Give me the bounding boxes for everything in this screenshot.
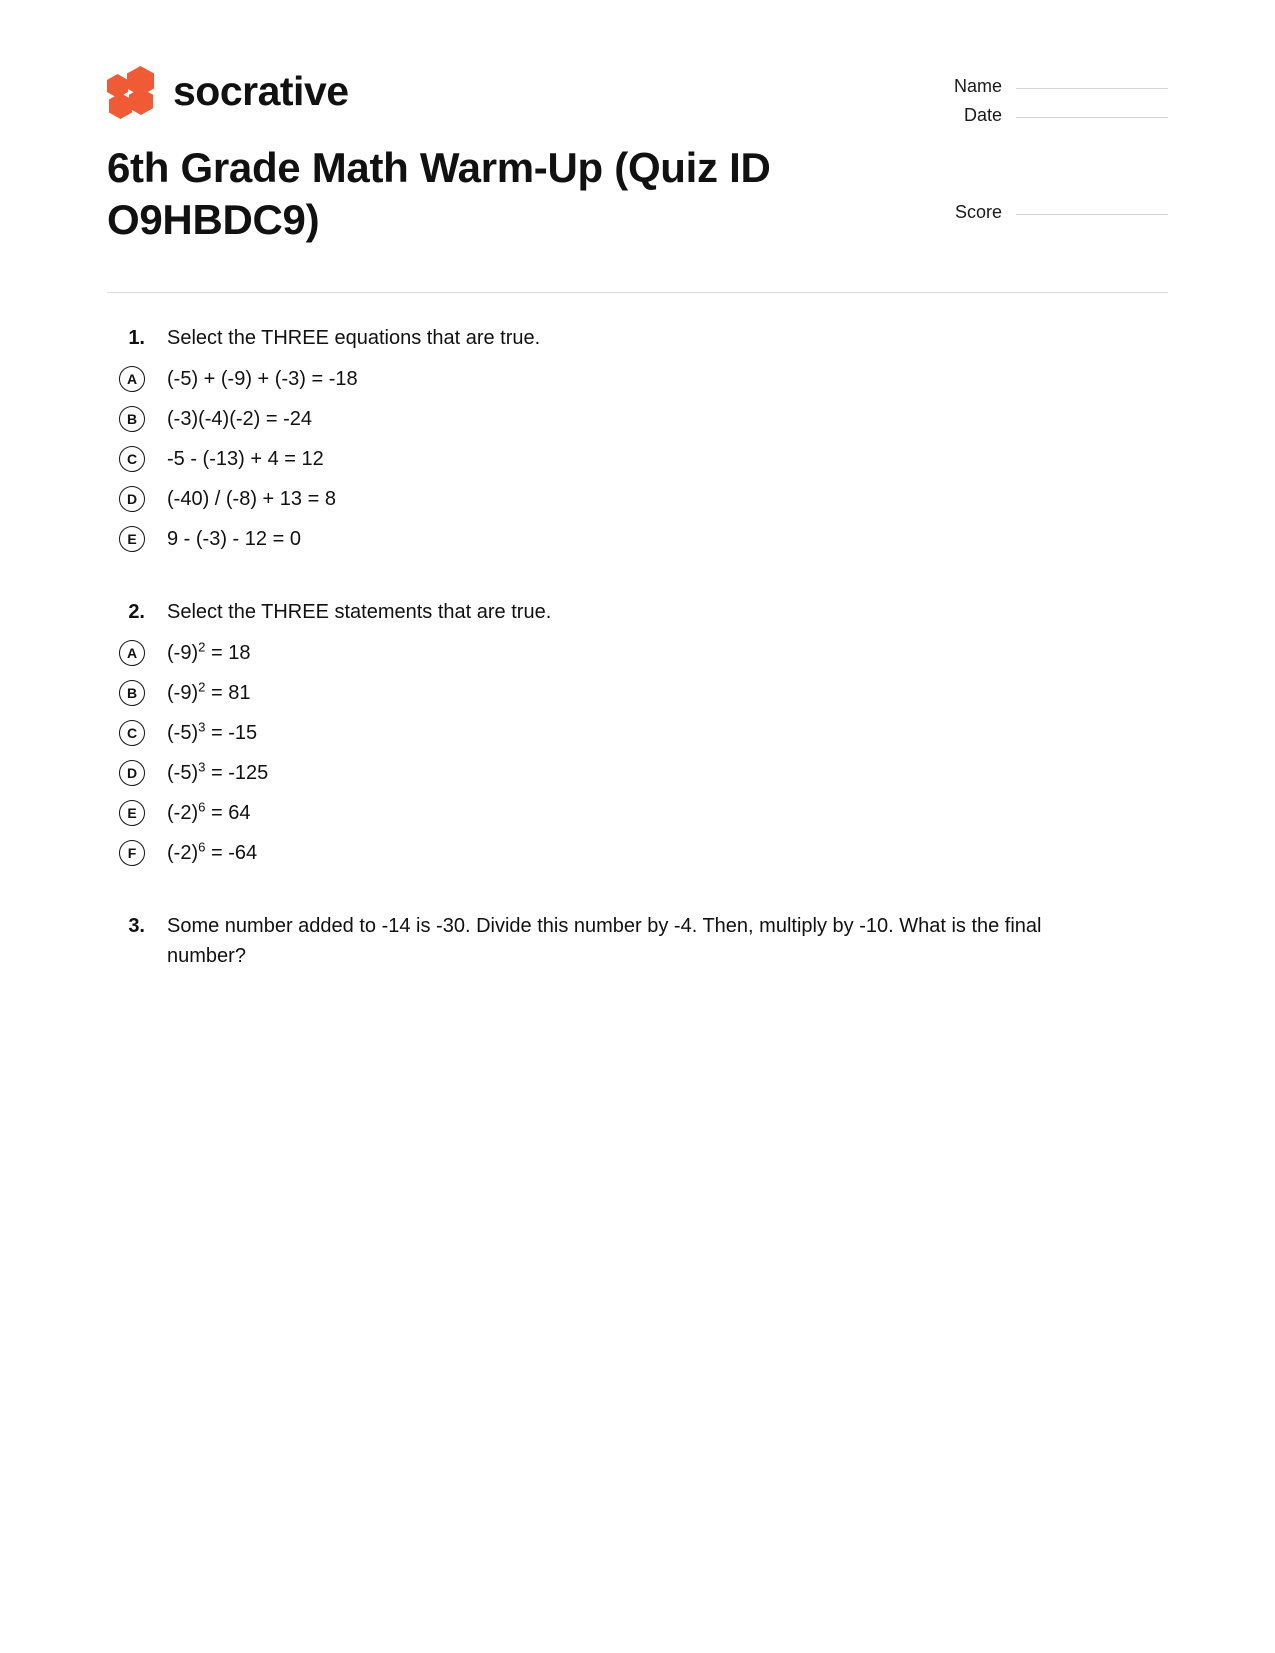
hexagon-icon-4 [109,93,132,119]
score-field-row [922,202,1168,223]
question-2-prompt: Select the THREE statements that are true. [167,601,552,624]
name-field-row [922,76,1168,97]
choice-1c-text: -5 - (-13) + 4 = 12 [167,448,324,471]
choice-letter-circle-icon: E [119,526,145,552]
student-meta-fields [922,62,1168,231]
choice-2b-bullet[interactable] [107,680,167,706]
question-1-prompt: Select the THREE equations that are true. [167,327,541,350]
choice-2b-tail: = 81 [205,682,251,705]
socrative-logo [107,62,807,120]
choice-2b-text [167,679,251,707]
choice-2c-tail: = -15 [205,722,258,745]
score-field-input[interactable] [1016,214,1168,215]
choice-1b-bullet[interactable] [107,406,167,432]
choice-2f-base: (-2) [167,842,199,865]
choice-1e-text: 9 - (-3) - 12 = 0 [167,528,301,551]
question-2-head [107,597,1168,627]
choice-2f-text [167,839,257,867]
choice-2c-bullet[interactable] [107,720,167,746]
choice-2b[interactable] [107,677,1168,709]
date-field-row [922,105,1168,126]
choice-2d-base: (-5) [167,762,199,785]
choice-letter-circle-icon: A [119,640,145,666]
choice-2a-exponent: 2 [198,639,206,655]
choice-2b-base: (-9) [167,682,199,705]
choice-2c[interactable] [107,717,1168,749]
choice-1d-text: (-40) / (-8) + 13 = 8 [167,488,336,511]
choice-2a-base: (-9) [167,642,199,665]
choice-letter-circle-icon: B [119,680,145,706]
socrative-hexagon-logo-icon [107,66,155,116]
question-1-number: 1. [128,327,145,350]
choice-1e[interactable] [107,523,1168,555]
choice-2c-base: (-5) [167,722,199,745]
page-title: 6th Grade Math Warm-Up (Quiz ID O9HBDC9) [107,144,771,244]
choice-letter-circle-icon: D [119,486,145,512]
choice-2a-text [167,639,251,667]
page-header [107,62,1168,246]
choice-1d[interactable] [107,483,1168,515]
choice-letter-circle-icon: E [119,800,145,826]
choice-1b-text: (-3)(-4)(-2) = -24 [167,408,313,431]
choice-1c[interactable] [107,443,1168,475]
choice-2e[interactable] [107,797,1168,829]
choice-2c-exponent: 3 [198,719,206,735]
hexagon-icon-3 [129,88,153,115]
choice-2d-bullet[interactable] [107,760,167,786]
choice-1d-bullet[interactable] [107,486,167,512]
choice-2a-bullet[interactable] [107,640,167,666]
choice-1a[interactable] [107,363,1168,395]
choice-2e-exponent: 6 [198,799,206,815]
question-2-number: 2. [128,601,145,624]
hexagon-icon-1 [107,74,128,98]
choice-1c-bullet[interactable] [107,446,167,472]
choice-2e-text [167,799,251,827]
choice-letter-circle-icon: C [119,446,145,472]
question-1-head [107,323,1168,353]
choice-2a[interactable] [107,637,1168,669]
score-field-label: Score [954,202,1002,222]
name-field-input[interactable] [1016,88,1168,89]
choice-2c-text [167,719,257,747]
choice-2f-bullet[interactable] [107,840,167,866]
question-2-choices [107,637,1168,869]
choice-2d-text [167,759,268,787]
question-2 [107,597,1168,869]
name-field-label: Name [953,76,1002,96]
choice-1b[interactable] [107,403,1168,435]
choice-1a-text: (-5) + (-9) + (-3) = -18 [167,368,358,391]
choice-2e-tail: = 64 [205,802,251,825]
choice-2b-exponent: 2 [198,679,206,695]
choice-2d-exponent: 3 [198,759,206,775]
question-1-choices [107,363,1168,555]
choice-2f-exponent: 6 [198,839,206,855]
choice-2a-tail: = 18 [205,642,251,665]
questions-list [107,293,1168,971]
question-3-number: 3. [128,915,145,938]
brand-block [107,62,807,246]
choice-2f[interactable] [107,837,1168,869]
date-field-input[interactable] [1016,117,1168,118]
choice-2e-base: (-2) [167,802,199,825]
choice-1e-bullet[interactable] [107,526,167,552]
choice-1a-bullet[interactable] [107,366,167,392]
choice-2f-tail: = -64 [205,842,258,865]
choice-letter-circle-icon: B [119,406,145,432]
choice-letter-circle-icon: A [119,366,145,392]
question-1 [107,323,1168,555]
choice-letter-circle-icon: D [119,760,145,786]
choice-letter-circle-icon: C [119,720,145,746]
question-3-prompt: Some number added to -14 is -30. Divide this number by -4. Then, multiply by -10. What is the final number? [167,915,1042,968]
question-3-head [107,911,1168,971]
choice-2d-tail: = -125 [205,762,269,785]
brand-wordmark: socrative [173,67,349,114]
choice-2e-bullet[interactable] [107,800,167,826]
choice-2d[interactable] [107,757,1168,789]
date-field-label: Date [963,105,1002,125]
choice-letter-circle-icon: F [119,840,145,866]
question-3 [107,911,1168,971]
